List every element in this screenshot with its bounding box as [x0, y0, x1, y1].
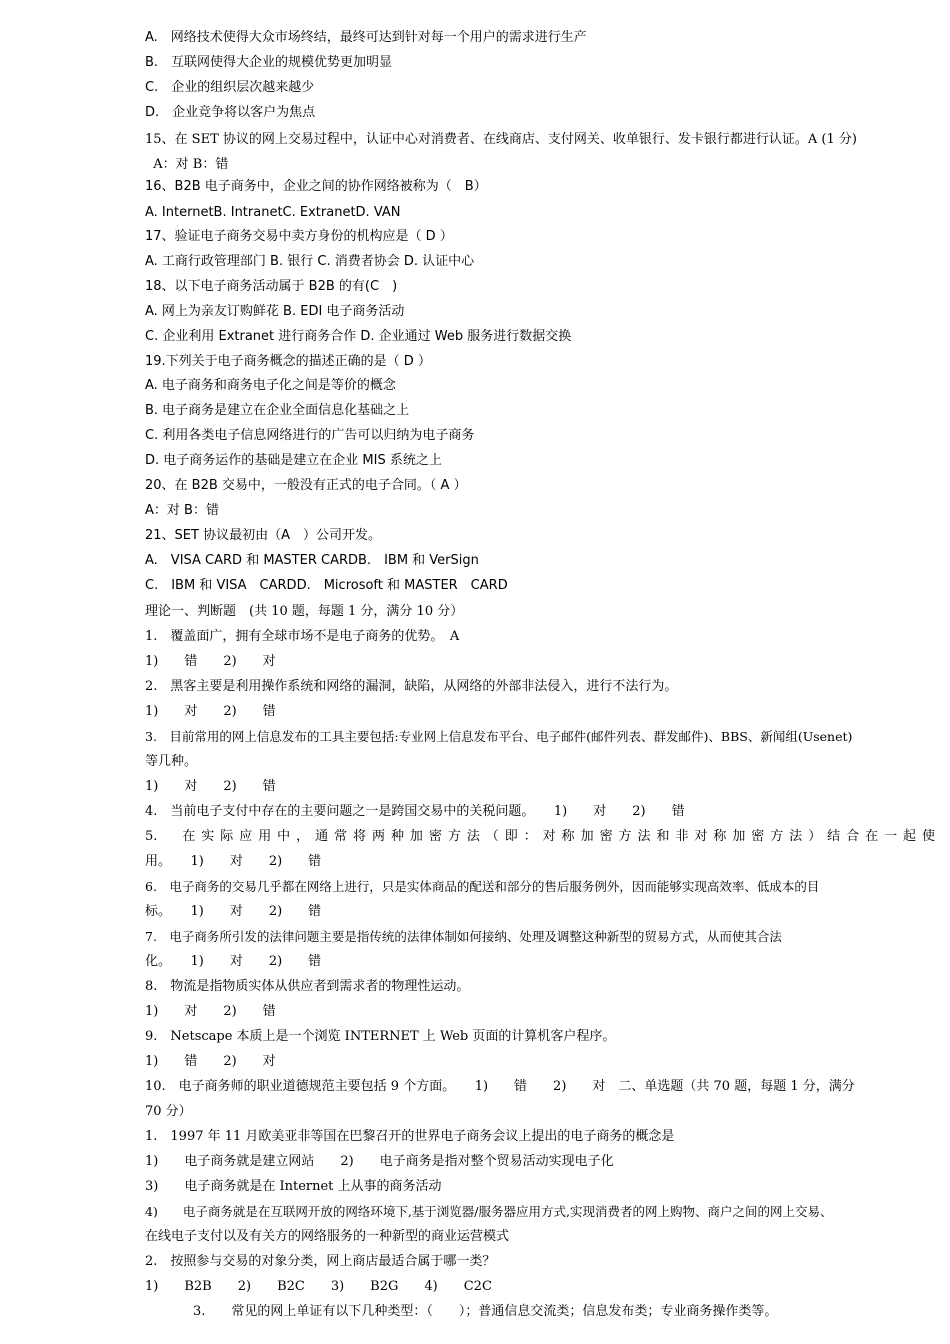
text-line: C. 企业利用 Extranet 进行商务合作 D. 企业通过 Web 服务进行数据交换 [145, 329, 572, 344]
text-line: C. 利用各类电子信息网络进行的广告可以归纳为电子商务 [145, 428, 475, 443]
text-line: A. 工商行政管理部门 B. 银行 C. 消费者协会 D. 认证中心 [145, 254, 475, 269]
text-line: 15、在 SET 协议的网上交易过程中，认证中心对消费者、在线商店、支付网关、收单银行、发卡银行都进行认证。A (1 分) [145, 132, 857, 147]
text-line: 1) B2B 2) B2C 3) B2G 4) C2C [145, 1279, 492, 1294]
text-line: 6. 电子商务的交易几乎都在网络上进行，只是实体商品的配送和部分的售后服务例外，因而能够实现高效率、低成本的目 [145, 879, 820, 894]
text-line: 1. 1997 年 11 月欧美亚非等国在巴黎召开的世界电子商务会议上提出的电子商务的概念是 [145, 1129, 675, 1144]
text-line: A：对 B：错 [145, 157, 229, 172]
text-line: 2. 黑客主要是利用操作系统和网络的漏洞，缺陷，从网络的外部非法侵入，进行不法行为。 [145, 679, 678, 694]
text-line: 70 分） [145, 1104, 192, 1119]
text-line: 18、以下电子商务活动属于 B2B 的有(C ) [145, 279, 398, 294]
text-line: 化。 1) 对 2) 错 [145, 954, 322, 969]
text-line: 21、SET 协议最初由（A ）公司开发。 [145, 528, 381, 543]
text-line: A：对 B：错 [145, 503, 219, 518]
text-line: 标。 1) 对 2) 错 [145, 904, 322, 919]
text-line: 1) 对 2) 错 [145, 704, 276, 719]
text-line: A. 电子商务和商务电子化之间是等价的概念 [145, 378, 396, 393]
text-line: 用。 1) 对 2) 错 [145, 854, 322, 869]
text-line: D. 电子商务运作的基础是建立在企业 MIS 系统之上 [145, 453, 442, 468]
text-line: 20、在 B2B 交易中，一般没有正式的电子合同。（ A ） [145, 478, 467, 493]
text-line: B. 互联网使得大企业的规模优势更加明显 [145, 55, 393, 70]
text-line: 4. 当前电子支付中存在的主要问题之一是跨国交易中的关税问题。 1) 对 2) 错 [145, 804, 685, 819]
text-line: 16、B2B 电子商务中，企业之间的协作网络被称为（ B） [145, 179, 487, 194]
text-line: C. IBM 和 VISA CARDD. Microsoft 和 MASTER CARD [145, 578, 508, 593]
text-line: 在线电子支付以及有关方的网络服务的一种新型的商业运营模式 [145, 1229, 510, 1244]
text-line: 3. 目前常用的网上信息发布的工具主要包括:专业网上信息发布平台、电子邮件(邮件列表、群发邮件)、BBS、新闻组(Usenet) [145, 729, 853, 744]
text-line: D. 企业竞争将以客户为焦点 [145, 105, 316, 120]
text-line: 5. 在实际应用中，通常将两种加密方法（即：对称加密方法和非对称加密方法）结合在一起使 [145, 829, 935, 844]
text-line: 4) 电子商务就是在互联网开放的网络环境下,基于浏览器/服务器应用方式,实现消费者的网上购物、商户之间的网上交易、 [145, 1204, 833, 1219]
text-line: B. 电子商务是建立在企业全面信息化基础之上 [145, 403, 410, 418]
text-line: 3. 常见的网上单证有以下几种类型：（ ）；普通信息交流类；信息发布类；专业商务操作类等。 [193, 1304, 778, 1319]
text-line: 1) 对 2) 错 [145, 779, 276, 794]
text-line: C. 企业的组织层次越来越少 [145, 80, 315, 95]
text-line: 10. 电子商务师的职业道德规范主要包括 9 个方面。 1) 错 2) 对 二、单选题（共 70 题，每题 1 分，满分 [145, 1079, 855, 1094]
text-line: A. 网上为亲友订购鲜花 B. EDI 电子商务活动 [145, 304, 405, 319]
text-line: 1. 覆盖面广，拥有全球市场不是电子商务的优势。 A [145, 629, 460, 644]
text-line: 1) 电子商务就是建立网站 2) 电子商务是指对整个贸易活动实现电子化 [145, 1154, 614, 1169]
text-line: 19.下列关于电子商务概念的描述正确的是（ D ） [145, 354, 431, 369]
text-line: 3) 电子商务就是在 Internet 上从事的商务活动 [145, 1179, 442, 1194]
text-line: A. 网络技术使得大众市场终结，最终可达到针对每一个用户的需求进行生产 [145, 30, 587, 45]
section-heading: 理论一、判断题 (共 10 题，每题 1 分，满分 10 分） [145, 604, 464, 619]
text-line: 1) 错 2) 对 [145, 1054, 276, 1069]
text-line: 等几种。 [145, 754, 198, 769]
text-line: 7. 电子商务所引发的法律问题主要是指传统的法律体制如何接纳、处理及调整这种新型的贸易方式，从而使其合法 [145, 929, 782, 944]
text-line: 1) 对 2) 错 [145, 1004, 276, 1019]
text-line: A. InternetB. IntranetC. ExtranetD. VAN [145, 205, 401, 220]
text-line: 8. 物流是指物质实体从供应者到需求者的物理性运动。 [145, 979, 470, 994]
text-line: A. VISA CARD 和 MASTER CARDB. IBM 和 VerSign [145, 553, 479, 568]
text-line: 17、验证电子商务交易中卖方身份的机构应是（ D ） [145, 229, 453, 244]
text-line: 1) 错 2) 对 [145, 654, 276, 669]
text-line: 2. 按照参与交易的对象分类，网上商店最适合属于哪一类？ [145, 1254, 496, 1269]
text-line: 9. Netscape 本质上是一个浏览 INTERNET 上 Web 页面的计算机客户程序。 [145, 1029, 616, 1044]
